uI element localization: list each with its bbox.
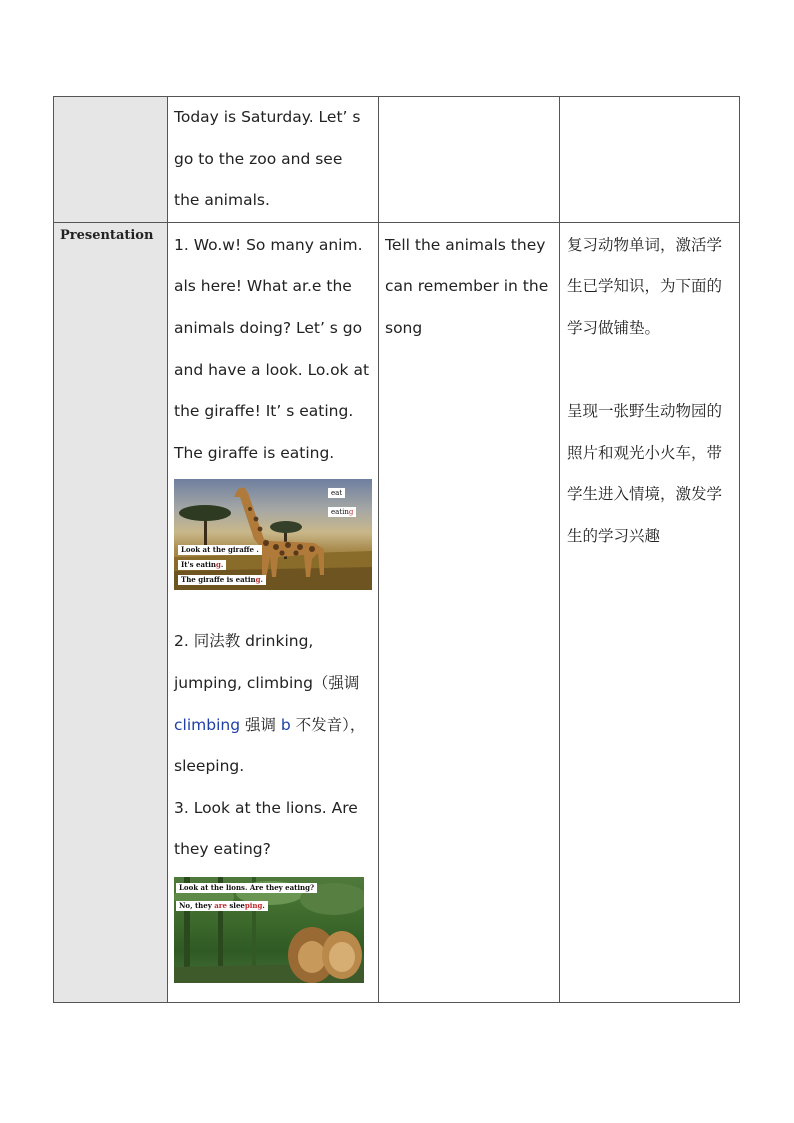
- student-line: can remember in the: [385, 277, 549, 296]
- procedure-line: The giraffe is eating.: [174, 443, 335, 462]
- procedure-line: the giraffe! It’ s eating.: [174, 402, 354, 421]
- giraffe-photo: [174, 479, 372, 590]
- giraffe-sentence-1: Look at the giraffe .: [178, 545, 262, 555]
- giraffe-sentence-3: The giraffe is eating.: [178, 575, 266, 585]
- student-activity-cell: [379, 97, 560, 223]
- stage-label: Presentation: [60, 227, 154, 243]
- procedure-cell: [168, 222, 379, 1002]
- procedure-line: als here! What ar.e the: [174, 277, 352, 296]
- student-line: Tell the animals they: [385, 235, 546, 254]
- procedure-line: and have a look. Lo.ok at: [174, 360, 370, 379]
- purpose-cell: [560, 97, 740, 223]
- purpose-line: 生的学习兴趣: [567, 526, 661, 545]
- purpose-line: 学生进入情境，激发学: [567, 485, 723, 504]
- procedure-line: 3. Look at the lions. Are: [174, 798, 358, 817]
- purpose-line: 照片和观光小火车，带: [567, 443, 723, 462]
- student-line: song: [385, 318, 423, 337]
- procedure-line: 2. 同法教 drinking,: [174, 632, 314, 651]
- purpose-line: 呈现一张野生动物园的: [567, 402, 723, 421]
- purpose-line: 学习做铺垫。: [567, 318, 661, 337]
- procedure-line: jumping, climbing（强调: [174, 673, 360, 692]
- word-tag-eating: eating: [328, 507, 356, 517]
- student-activity-cell: [379, 222, 560, 1002]
- lesson-plan-table: [53, 96, 740, 1003]
- giraffe-sentence-2: It's eating.: [178, 560, 226, 570]
- lions-question: Look at the lions. Are they eating?: [176, 883, 317, 893]
- purpose-line: 生已学知识，为下面的: [567, 277, 723, 296]
- procedure-line: the animals.: [174, 191, 270, 210]
- purpose-line: 复习动物单词，激活学: [567, 235, 723, 254]
- procedure-line: animals doing? Let’ s go: [174, 318, 363, 337]
- procedure-line: go to the zoo and see: [174, 149, 343, 168]
- stage-cell: [54, 97, 168, 223]
- table-row: [54, 97, 740, 223]
- procedure-line: sleeping.: [174, 757, 245, 776]
- lions-photo: [174, 877, 364, 983]
- procedure-line: 1. Wo.w! So many anim.: [174, 235, 363, 254]
- procedure-line: Today is Saturday. Let’ s: [174, 108, 361, 126]
- lions-answer: No, they are sleeping.: [176, 901, 268, 911]
- procedure-cell: [168, 97, 379, 223]
- table-row: [54, 222, 740, 1002]
- spacer: [567, 350, 733, 392]
- stage-cell: [54, 222, 168, 1002]
- word-tag-eat: eat: [328, 488, 345, 498]
- purpose-cell: [560, 222, 740, 1002]
- procedure-line-climbing: climbing 强调 b 不发音），: [174, 715, 366, 734]
- procedure-line: they eating?: [174, 840, 271, 859]
